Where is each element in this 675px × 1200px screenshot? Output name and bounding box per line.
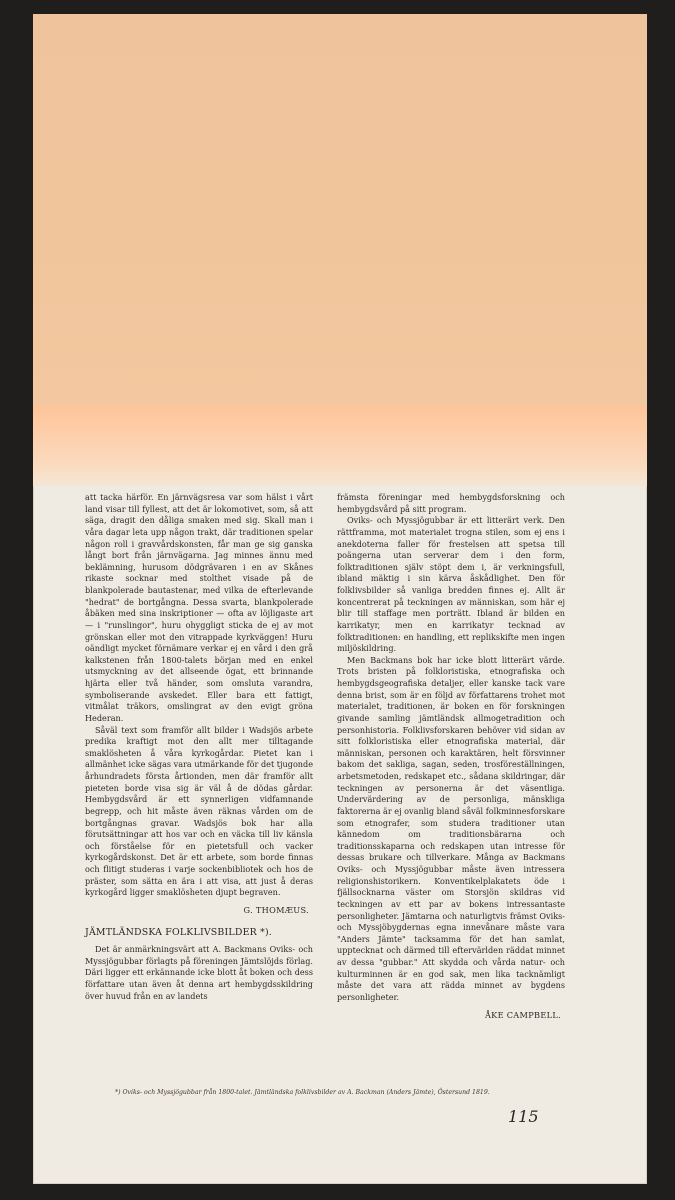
signature-campbell: ÅKE CAMPBELL. xyxy=(484,1009,561,1020)
left-column xyxy=(85,492,313,1029)
right-paragraph-3: Men Backmans bok har icke blott litterärt värde. Trots bristen på folkloristiska, etnografiska och hembygdsgeografiska detaljer, eller kanske tack vare denna brist, som är en följd av författarens trohet mot materialet, traditionen, är boken en för forskningen givande samling jämtländsk allmogetradition och personhistoria. Folklivsforskaren behöver vid sidan av sitt folkloristiska eller etnografiska material, där människan, personen och karaktären, helt försvinner bakom det sakliga, sagan, seden, trosföreställningen, arbetsmetoden, redskapet etc., sådana skildringar, där teckningen av personerna är det väsentliga. Undervärdering av de personliga, mänskliga faktorerna är ej ovanlig bland såväl folkminnesforskare som etnografer, som studera traditioner utan kännedom om traditionsbärarna och traditionsskaparna och redskapen utan intresse för dessas brukare och tillverkare. Många av Backmans Oviks- och Myssjögubbar måste även intressera religionshistorikern. Konventikelplakatets öde i fjällsocknarna väster om Storsjön skildras vid teckningen av ett par av bokens intressantaste personligheter. Jämtarna och naturligtvis främst Oviks- och Myssjöbygdernas egna innevånare måste vara "Anders Jämte" tacksamma för det han samlat, upptecknat och därmed till eftervärlden räddat minnet av dessa "gubbar." Att skydda och vårda natur- och kulturminnen är en god sak, men lika tacknämligt måste det vara att rädda minnet av bygdens personligheter. xyxy=(337,654,565,1002)
right-paragraph-2: Oviks- och Myssjögubbar är ett litterärt verk. Den rättframma, mot materialet trogna stilen, som ej ens i anekdoterna faller för frestelsen att spetsa till poängerna utan serverar dem i den form, folktraditionen själv stöpt dem i, är verkningsfull, ibland mäktig i sin kärva åskådlighet. Den för folklivsbilder så vanliga bredden finnes ej. Allt är koncentrerat på teckningen av människan, som här ej blir till staffage men porträtt. Ibland är bilden en karrikatyr, men en karrikatyr tecknad av folktraditionen: en handling, ett replikskifte men ingen miljöskildring. xyxy=(337,515,565,654)
right-column xyxy=(337,492,565,1029)
right-paragraph-1: främsta föreningar med hembygdsforskning och hembygdsvård på sitt program. xyxy=(337,492,565,514)
signature-thomaeus: G. THOMÆUS. xyxy=(243,904,309,915)
left-paragraph-3: Det är anmärkningsvärt att A. Backmans Oviks- och Myssjögubbar förlagts på föreningen Jämtslöjds förlag. Däri ligger ett erkännande icke blott åt boken och dess författare utan även åt denna art hembygdsskildring över huvud från en av landets xyxy=(85,944,313,1001)
text-columns xyxy=(85,492,565,1029)
left-paragraph-2: Såväl text som framför allt bilder i Wadsjös arbete predika kraftigt mot den allt mer tilltagande smaklösheten å våra kyrkogårdar. Pietet kan i allmänhet icke sägas vara utmärkande för det tjugonde århundradets första årtionden, men där framför allt pieteten borde visa sig är väl å de dödas gårdar. Hembygdsvård är ett synnerligen vidfamnande begrepp, och hit måste även räknas vården om de bortgångnas gravar. Wadsjös bok har alla förutsättningar att hos var och en väcka till liv känsla och förståelse för en pietetsfull och vacker kyrkogårdskonst. Det är ett arbete, som borde finnas och flitigt studeras i varje sockenbibliotek och hos de präster, som sätta en ära i att visa, att just å deras kyrkogård ligger smaklösheten djupt begraven. xyxy=(85,724,313,898)
tinted-paper-area xyxy=(33,14,647,406)
tinted-paper-band xyxy=(33,406,647,486)
page-number: 115 xyxy=(508,1107,539,1126)
left-paragraph-1: att tacka härför. En järnvägsresa var som hälst i vårt land visar till fyllest, att det är lokomotivet, som, så att säga, dragit den dåliga smaken med sig. Skall man i våra dagar leta upp någon trakt, där traditionen spelar någon roll i gravvårdskonsten, får man ge sig ganska långt bort från järnvägarna. Jag minnes ännu med beklämning, hurusom dödgrävaren i en av Skånes rikaste socknar med stolthet visade på de blankpolerade bautastenar, med vilka de efterlevande "hedrat" de bortgångna. Dessa svarta, blankpolerade åbäken med sina inskriptioner — ofta av löjligaste art — i "runslingor", huru ohyggligt sticka de ej av mot grönskan eller mot den vitrappade kyrkväggen! Huru oändligt mycket förnämare verkar ej en vård i den grå kalkstenen från 1800-talets början med en enkel utsmyckning av det allseende ögat, ett brinnande hjärta eller två händer, som omsluta varandra, symboliserande avskedet. Eller bara ett fattigt, vitmålat träkors, omslingrat av den evigt gröna Hederan. xyxy=(85,492,313,723)
footnote: *) Oviks- och Myssjögubbar från 1800-talet. Jämtländska folklivsbilder av A. Backman (Anders Jämte), Östersund 1819. xyxy=(115,1089,490,1096)
scanned-page xyxy=(33,14,647,1184)
article-heading: JÄMTLÄNDSKA FOLKLIVSBILDER *). xyxy=(85,926,272,938)
